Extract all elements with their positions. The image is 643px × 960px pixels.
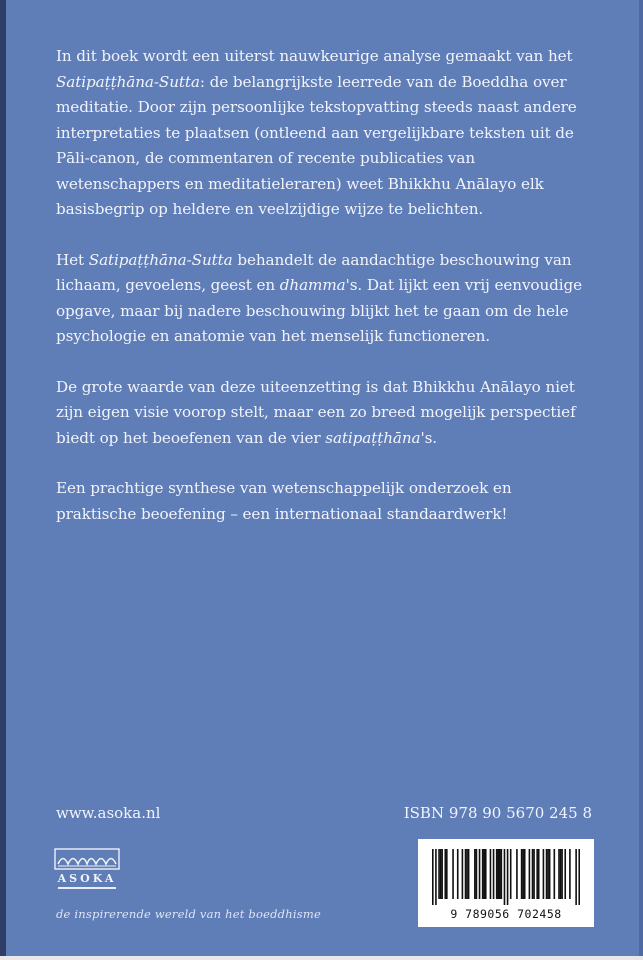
barcode-bar bbox=[457, 849, 459, 899]
barcode-bar bbox=[516, 849, 518, 899]
barcode-bar bbox=[452, 849, 454, 899]
barcode-bar bbox=[432, 849, 434, 905]
barcode-bar bbox=[536, 849, 538, 899]
barcode-bar bbox=[496, 849, 498, 899]
satipatthana-term: satipaṭṭhāna bbox=[325, 428, 421, 447]
barcode-bar bbox=[560, 849, 562, 899]
barcode-bar bbox=[564, 849, 566, 899]
barcode-bar bbox=[441, 849, 443, 899]
bottom-edge bbox=[0, 956, 643, 960]
barcode-bar bbox=[493, 849, 495, 899]
barcode-bar bbox=[440, 849, 442, 899]
barcode-bar bbox=[465, 849, 467, 899]
barcode-number: 9 789056 702458 bbox=[450, 907, 562, 921]
publisher-tagline: de inspirerende wereld van het boeddhisme bbox=[56, 907, 321, 921]
back-cover-blurb bbox=[56, 44, 596, 527]
barcode-bar bbox=[521, 849, 523, 899]
barcode-bar bbox=[435, 849, 437, 905]
spine-edge bbox=[0, 0, 6, 960]
barcode-bar bbox=[490, 849, 492, 899]
barcode-bar bbox=[438, 849, 440, 899]
isbn-barcode bbox=[418, 839, 594, 927]
blurb-paragraph-1: In dit boek wordt een uiterst nauwkeurige analyse gemaakt van het Satipaṭṭhāna-Sutta: de belangrijkste leerrede van de Boeddha over meditatie. Door zijn persoonlijke tekstopvatting steeds naast andere interpretaties te plaatsen (ontleend aan vergelijkbare teksten uit de Pāli-canon, de commentaren of recente publicaties van wetenschappers en meditatieleraren) weet Bhikkhu Anālayo elk basisbegrip op heldere en veelzijdige wijze te belichten. bbox=[56, 47, 577, 218]
sutta-title: Satipaṭṭhāna-Sutta bbox=[88, 250, 233, 269]
sutta-title: Satipaṭṭhāna-Sutta bbox=[56, 72, 200, 91]
barcode-bar bbox=[468, 849, 470, 899]
barcode-bars bbox=[432, 849, 580, 905]
barcode-bar bbox=[507, 849, 509, 905]
barcode-bar bbox=[546, 849, 548, 899]
logo-text: ASOKA bbox=[57, 872, 117, 885]
barcode-bar bbox=[466, 849, 468, 899]
barcode-bar bbox=[482, 849, 484, 899]
barcode-bar bbox=[538, 849, 540, 899]
barcode-bar bbox=[561, 849, 563, 899]
barcode-bar bbox=[510, 849, 512, 899]
isbn-text: ISBN 978 90 5670 245 8 bbox=[403, 804, 592, 822]
barcode-bar bbox=[558, 849, 560, 899]
asoka-logo bbox=[54, 848, 120, 894]
barcode-bar bbox=[497, 849, 499, 899]
barcode-bar bbox=[529, 849, 531, 899]
blurb-paragraph-2: Het Satipaṭṭhāna-Sutta behandelt de aandachtige beschouwing van lichaam, gevoelens, geest en dhamma's. Dat lijkt een vrij eenvoudige opgave, maar bij nadere beschouwing blijkt het te gaan om de hele psychologie en anatomie van het menselijk functioneren. bbox=[56, 250, 583, 345]
barcode-bar bbox=[575, 849, 577, 905]
publisher-website[interactable]: www.asoka.nl bbox=[56, 804, 161, 822]
barcode-bar bbox=[483, 849, 485, 899]
barcode-bar bbox=[499, 849, 501, 899]
barcode-bar bbox=[549, 849, 551, 899]
barcode-bar bbox=[476, 849, 478, 899]
logo-rule bbox=[58, 887, 116, 889]
barcode-bar bbox=[522, 849, 524, 899]
barcode-bar bbox=[569, 849, 571, 899]
barcode-bar bbox=[524, 849, 526, 899]
dhamma-term: dhamma bbox=[279, 276, 346, 294]
barcode-bar bbox=[474, 849, 476, 899]
barcode-bar bbox=[501, 849, 503, 899]
barcode-bar bbox=[533, 849, 535, 899]
barcode-bar bbox=[462, 849, 464, 899]
barcode-bar bbox=[446, 849, 448, 899]
barcode-bar bbox=[444, 849, 446, 899]
footer-row bbox=[56, 804, 592, 822]
blurb-paragraph-3: De grote waarde van deze uiteenzetting is dat Bhikkhu Anālayo niet zijn eigen visie voorop stelt, maar een zo breed mogelijk perspectief biedt op het beoefenen van de vier satipaṭṭhāna's. bbox=[56, 377, 576, 447]
lotus-ornament-icon bbox=[54, 848, 120, 870]
right-edge bbox=[639, 0, 643, 960]
barcode-bar bbox=[532, 849, 534, 899]
barcode-bar bbox=[578, 849, 580, 905]
barcode-bar bbox=[485, 849, 487, 899]
barcode-bar bbox=[543, 849, 545, 899]
barcode-bar bbox=[554, 849, 556, 899]
blurb-paragraph-4: Een prachtige synthese van wetenschappelijk onderzoek en praktische beoefening – een internationaal standaardwerk! bbox=[56, 479, 512, 523]
barcode-bar bbox=[504, 849, 506, 905]
barcode-bar bbox=[547, 849, 549, 899]
barcode-bar bbox=[479, 849, 481, 899]
